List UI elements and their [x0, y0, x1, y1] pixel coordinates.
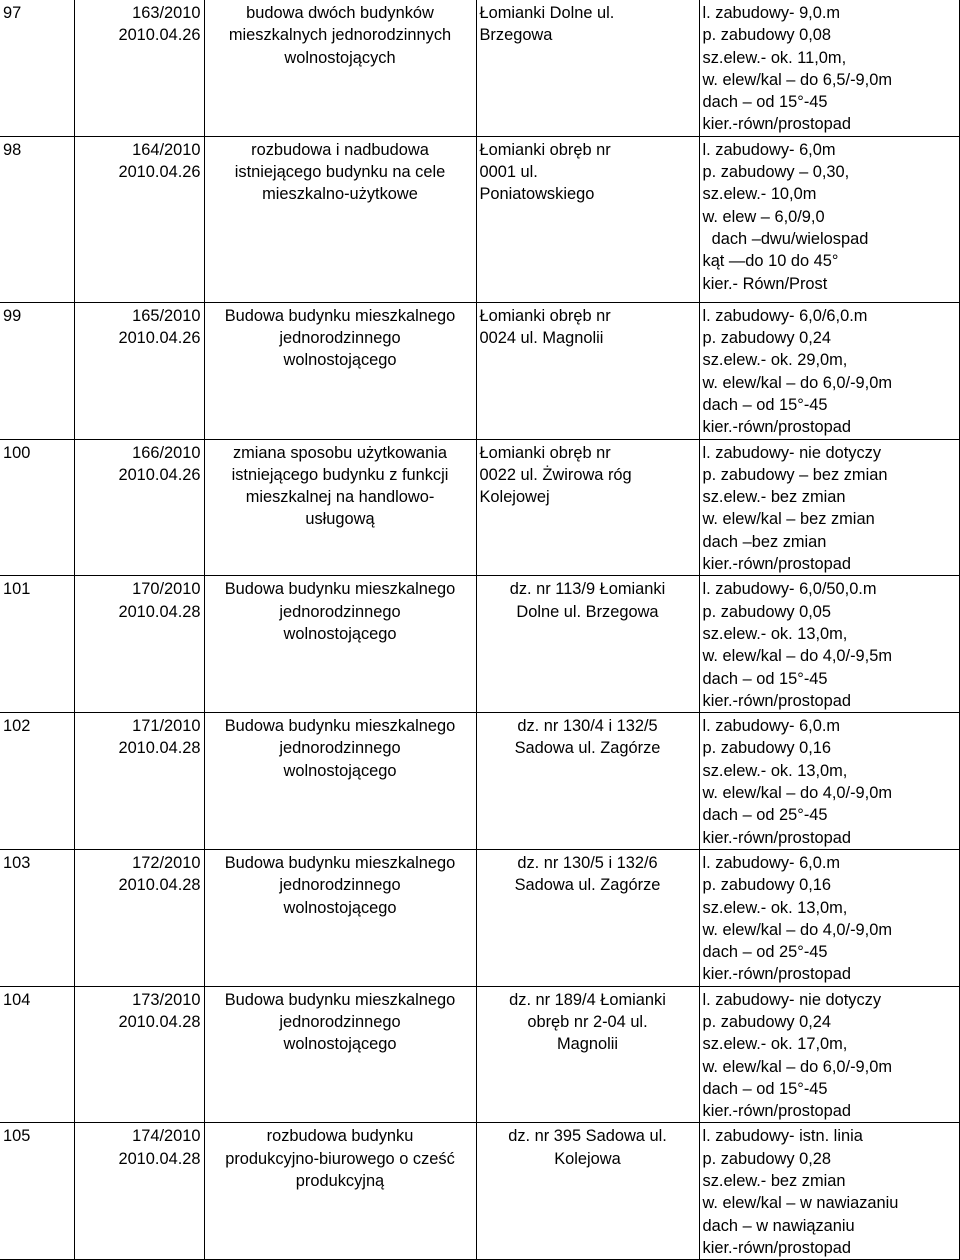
- parameter-line: dach – w nawiązaniu: [702, 1216, 855, 1235]
- location-cell: [476, 0, 699, 136]
- parameter-line: kier.-równ/prostopad: [702, 555, 851, 574]
- description-line: wolnostojących: [284, 48, 396, 67]
- parameter-line: kąt —do 10 do 45°: [702, 252, 839, 271]
- location-line: 0001 ul.: [479, 163, 538, 182]
- parameter-line: w. elew/kal – bez zmian: [702, 510, 875, 529]
- description-line: Budowa budynku mieszkalnego: [224, 580, 456, 599]
- row-number-cell: 101: [0, 576, 74, 713]
- table-row: [0, 136, 959, 302]
- description-line: wolnostojącego: [283, 624, 397, 643]
- description-line: jednorodzinnego: [279, 1012, 401, 1031]
- description-cell: [204, 713, 476, 850]
- location-line: Łomianki obręb nr: [479, 443, 611, 462]
- parameter-line: w. elew/kal – do 4,0/-9,0m: [702, 784, 893, 803]
- parameter-line: sz.elew.- ok. 13,0m,: [702, 898, 848, 917]
- location-line: Łomianki obręb nr: [479, 306, 611, 325]
- description-cell: [204, 302, 476, 439]
- parameter-line: p. zabudowy 0,08: [702, 26, 831, 45]
- description-line: rozbudowa i nadbudowa: [251, 140, 429, 159]
- parameter-line: l. zabudowy- nie dotyczy: [702, 443, 882, 462]
- parameter-line: w. elew/kal – do 6,0/-9,0m: [702, 373, 893, 392]
- location-cell: [476, 439, 699, 576]
- parameter-line: dach – od 15°-45: [702, 395, 828, 414]
- parameter-line: w. elew/kal – do 6,5/-9,0m: [702, 70, 893, 89]
- parameter-line: l. zabudowy- 6,0/50,0.m: [702, 580, 877, 599]
- decision-cell: [74, 576, 204, 713]
- row-number-cell: 105: [0, 1123, 74, 1260]
- description-line: istniejącego budynku z funkcji: [231, 465, 449, 484]
- parameter-line: dach –dwu/wielospad: [702, 229, 869, 248]
- parameter-line: w. elew – 6,0/9,0: [702, 207, 825, 226]
- parameter-line: sz.elew.- ok. 11,0m,: [702, 48, 847, 67]
- parameter-line: sz.elew.- bez zmian: [702, 1172, 846, 1191]
- location-line: Sadowa ul. Zagórze: [514, 876, 661, 895]
- description-line: produkcyjną: [295, 1172, 385, 1191]
- parameter-line: sz.elew.- bez zmian: [702, 488, 846, 507]
- parameter-line: kier.- Równ/Prost: [702, 274, 828, 293]
- location-cell: [476, 136, 699, 302]
- parameter-line: l. zabudowy- 6,0m: [702, 140, 836, 159]
- decision-line: 2010.04.28: [118, 1149, 201, 1168]
- parameter-line: p. zabudowy 0,05: [702, 602, 831, 621]
- description-line: Budowa budynku mieszkalnego: [224, 853, 456, 872]
- row-number-cell: 102: [0, 713, 74, 850]
- parameter-line: kier.-równ/prostopad: [702, 828, 851, 847]
- decision-cell: [74, 849, 204, 986]
- description-line: budowa dwóch budynków: [246, 4, 434, 22]
- row-number-cell: 103: [0, 849, 74, 986]
- location-cell: [476, 713, 699, 850]
- decision-line: 2010.04.26: [118, 465, 201, 484]
- parameter-line: dach – od 15°-45: [702, 93, 828, 112]
- parameter-line: w. elew/kal – do 6,0/-9,0m: [702, 1057, 893, 1076]
- parameter-line: p. zabudowy 0,24: [702, 1012, 831, 1031]
- decision-line: 165/2010: [132, 306, 201, 325]
- parameter-line: sz.elew.- ok. 13,0m,: [702, 624, 848, 643]
- description-cell: [204, 0, 476, 136]
- description-cell: [204, 576, 476, 713]
- table-row: [0, 576, 959, 713]
- location-cell: [476, 849, 699, 986]
- description-line: jednorodzinnego: [279, 739, 401, 758]
- row-number-cell: 104: [0, 986, 74, 1123]
- location-cell: [476, 986, 699, 1123]
- location-line: Brzegowa: [479, 26, 553, 45]
- description-cell: [204, 986, 476, 1123]
- location-line: 0022 ul. Żwirowa róg: [479, 465, 632, 484]
- decision-cell: [74, 302, 204, 439]
- description-line: jednorodzinnego: [279, 602, 401, 621]
- description-cell: [204, 439, 476, 576]
- parameter-line: kier.-równ/prostopad: [702, 1238, 851, 1257]
- location-line: 0024 ul. Magnolii: [479, 329, 604, 348]
- parameter-line: l. zabudowy- 6,0/6,0.m: [702, 306, 868, 325]
- decision-line: 171/2010: [132, 717, 201, 736]
- parameters-cell: [699, 0, 959, 136]
- location-line: Łomianki Dolne ul.: [479, 4, 615, 22]
- parameters-cell: [699, 986, 959, 1123]
- parameter-line: kier.-równ/prostopad: [702, 1102, 851, 1121]
- parameter-line: l. zabudowy- 9,0.m: [702, 4, 841, 22]
- parameter-line: p. zabudowy 0,28: [702, 1149, 831, 1168]
- row-number-cell: 97: [0, 0, 74, 136]
- location-line: dz. nr 130/4 i 132/5: [517, 717, 658, 736]
- table-row: [0, 1123, 959, 1260]
- decision-cell: [74, 1123, 204, 1260]
- parameter-line: dach – od 15°-45: [702, 669, 828, 688]
- decision-cell: [74, 713, 204, 850]
- decision-line: 174/2010: [132, 1127, 201, 1146]
- description-line: Budowa budynku mieszkalnego: [224, 990, 456, 1009]
- parameter-line: l. zabudowy- 6,0.m: [702, 717, 841, 736]
- parameter-line: l. zabudowy- istn. linia: [702, 1127, 863, 1146]
- parameter-line: kier.-równ/prostopad: [702, 965, 851, 984]
- table-row: [0, 713, 959, 850]
- parameter-line: w. elew/kal – do 4,0/-9,5m: [702, 647, 893, 666]
- parameters-cell: [699, 576, 959, 713]
- parameters-cell: [699, 136, 959, 302]
- decision-line: 172/2010: [132, 853, 201, 872]
- decision-line: 2010.04.26: [118, 329, 201, 348]
- parameter-line: p. zabudowy – bez zmian: [702, 465, 888, 484]
- parameter-line: dach – od 25°-45: [702, 943, 828, 962]
- table-row: [0, 986, 959, 1123]
- parameters-cell: [699, 1123, 959, 1260]
- description-line: wolnostojącego: [283, 351, 397, 370]
- description-line: mieszkalnych jednorodzinnych: [228, 26, 452, 45]
- location-line: Magnolii: [556, 1035, 619, 1054]
- parameter-line: sz.elew.- ok. 29,0m,: [702, 351, 848, 370]
- location-line: dz. nr 189/4 Łomianki: [509, 990, 666, 1009]
- parameter-line: dach – od 15°-45: [702, 1079, 828, 1098]
- description-line: istniejącego budynku na cele: [234, 163, 446, 182]
- location-line: dz. nr 130/5 i 132/6: [517, 853, 658, 872]
- decision-cell: [74, 439, 204, 576]
- description-cell: [204, 1123, 476, 1260]
- table-row: [0, 439, 959, 576]
- parameter-line: w. elew/kal – w nawiazaniu: [702, 1194, 899, 1213]
- parameter-line: kier.-równ/prostopad: [702, 691, 851, 710]
- description-cell: [204, 849, 476, 986]
- decision-line: 2010.04.28: [118, 876, 201, 895]
- table-row: [0, 849, 959, 986]
- decision-line: 2010.04.28: [118, 1012, 201, 1031]
- parameter-line: w. elew/kal – do 4,0/-9,0m: [702, 920, 893, 939]
- location-line: Dolne ul. Brzegowa: [516, 602, 659, 621]
- decision-line: 164/2010: [132, 140, 201, 159]
- description-line: rozbudowa budynku: [266, 1127, 414, 1146]
- description-cell: [204, 136, 476, 302]
- decision-line: 2010.04.28: [118, 602, 201, 621]
- description-line: wolnostojącego: [283, 898, 397, 917]
- location-line: dz. nr 395 Sadowa ul.: [508, 1127, 667, 1146]
- location-cell: [476, 576, 699, 713]
- row-number-cell: 99: [0, 302, 74, 439]
- row-number-cell: 98: [0, 136, 74, 302]
- description-line: wolnostojącego: [283, 761, 397, 780]
- location-line: Poniatowskiego: [479, 185, 595, 204]
- description-line: zmiana sposobu użytkowania: [232, 443, 448, 462]
- decision-line: 2010.04.26: [118, 163, 201, 182]
- parameters-cell: [699, 302, 959, 439]
- description-line: Budowa budynku mieszkalnego: [224, 306, 456, 325]
- parameters-cell: [699, 439, 959, 576]
- parameter-line: dach –bez zmian: [702, 532, 827, 551]
- parameter-line: p. zabudowy 0,16: [702, 876, 831, 895]
- parameter-line: p. zabudowy – 0,30,: [702, 163, 850, 182]
- parameter-line: sz.elew.- ok. 17,0m,: [702, 1035, 848, 1054]
- decision-line: 2010.04.26: [118, 26, 201, 45]
- decision-line: 166/2010: [132, 443, 201, 462]
- location-line: Sadowa ul. Zagórze: [514, 739, 661, 758]
- parameter-line: l. zabudowy- 6,0.m: [702, 853, 841, 872]
- decision-cell: [74, 136, 204, 302]
- parameter-line: p. zabudowy 0,24: [702, 329, 831, 348]
- location-line: Kolejowa: [554, 1149, 621, 1168]
- decision-line: 170/2010: [132, 580, 201, 599]
- parameter-line: sz.elew.- ok. 13,0m,: [702, 761, 848, 780]
- description-line: usługową: [305, 510, 375, 529]
- location-cell: [476, 302, 699, 439]
- decision-line: 163/2010: [132, 4, 201, 22]
- table-row: [0, 0, 959, 136]
- parameters-cell: [699, 713, 959, 850]
- location-line: obręb nr 2-04 ul.: [527, 1012, 648, 1031]
- decision-line: 2010.04.28: [118, 739, 201, 758]
- decision-cell: [74, 986, 204, 1123]
- description-line: jednorodzinnego: [279, 876, 401, 895]
- location-line: Kolejowej: [479, 488, 550, 507]
- row-number-cell: 100: [0, 439, 74, 576]
- parameter-line: p. zabudowy 0,16: [702, 739, 831, 758]
- parameter-line: kier.-równ/prostopad: [702, 115, 851, 134]
- description-line: wolnostojącego: [283, 1035, 397, 1054]
- description-line: Budowa budynku mieszkalnego: [224, 717, 456, 736]
- parameter-line: l. zabudowy- nie dotyczy: [702, 990, 882, 1009]
- table-row: [0, 302, 959, 439]
- decision-line: 173/2010: [132, 990, 201, 1009]
- parameters-cell: [699, 849, 959, 986]
- location-line: Łomianki obręb nr: [479, 140, 611, 159]
- description-line: mieszkalnej na handlowo-: [245, 488, 435, 507]
- location-cell: [476, 1123, 699, 1260]
- parameter-line: kier.-równ/prostopad: [702, 418, 851, 437]
- description-line: mieszkalno-użytkowe: [262, 185, 418, 204]
- decision-cell: [74, 0, 204, 136]
- description-line: produkcyjno-biurowego o cześć: [225, 1149, 455, 1168]
- description-line: jednorodzinnego: [279, 329, 401, 348]
- parameter-line: sz.elew.- 10,0m: [702, 185, 817, 204]
- parameter-line: dach – od 25°-45: [702, 806, 828, 825]
- location-line: dz. nr 113/9 Łomianki: [509, 580, 666, 599]
